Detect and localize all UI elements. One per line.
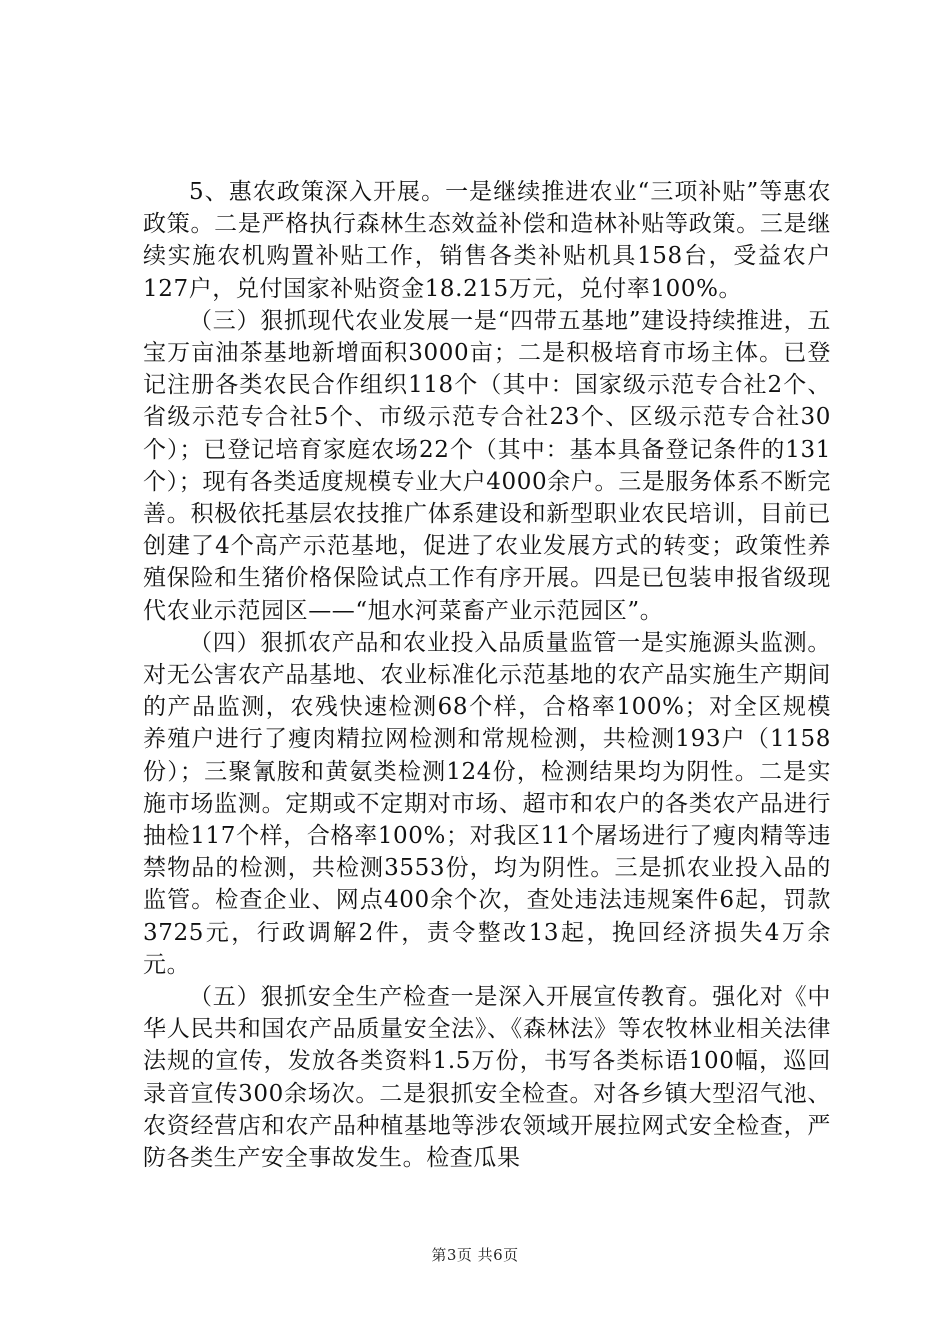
paragraph-quality-supervision: （四）狠抓农产品和农业投入品质量监管一是实施源头监测。对无公害农产品基地、农业标准化示范基地的农产品实施生产期间的产品监测，农残快速检测68个样，合格率100%；对全区规模养殖户进行了瘦肉精拉网检测和常规检测，共检测193户（1158份）；三聚氰胺和黄氨类检测124份，检测结果均为阴性。二是实施市场监测。定期或不定期对市场、超市和农户的各类农产品进行抽检117个样，合格率100%；对我区11个屠场进行了瘦肉精等违禁物品的检测，共检测3553份，均为阴性。三是抓农业投入品的监管。检查企业、网点400余个次，查处违法违规案件6起，罚款3725元，行政调解2件，责令整改13起，挽回经济损失4万余元。 (143, 629, 831, 978)
document-body (143, 176, 831, 1174)
paragraph-safety-inspection: （五）狠抓安全生产检查一是深入开展宣传教育。强化对《中华人民共和国农产品质量安全法》、《森林法》等农牧林业相关法律法规的宣传，发放各类资料1.5万份，书写各类标语100幅，巡回录音宣传300余场次。二是狠抓安全检查。对各乡镇大型沼气池、农资经营店和农产品种植基地等涉农领域开展拉网式安全检查，严防各类生产安全事故发生。检查瓜果 (143, 984, 831, 1172)
page-footer: 第3页 共6页 (431, 1246, 519, 1264)
paragraph-modern-agriculture: （三）狠抓现代农业发展一是“四带五基地”建设持续推进，五宝万亩油茶基地新增面积3000亩；二是积极培育市场主体。已登记注册各类农民合作组织118个（其中：国家级示范专合社2个、省级示范专合社5个、市级示范专合社23个、区级示范专合社30个）；已登记培育家庭农场22个（其中：基本具备登记条件的131个）；现有各类适度规模专业大户4000余户。三是服务体系不断完善。积极依托基层农技推广体系建设和新型职业农民培训，目前已创建了4个高产示范基地，促进了农业发展方式的转变；政策性养殖保险和生猪价格保险试点工作有序开展。四是已包装申报省级现代农业示范园区——“旭水河菜畜产业示范园区”。 (143, 307, 831, 624)
paragraph-policy: 5、惠农政策深入开展。一是继续推进农业“三项补贴”等惠农政策。二是严格执行森林生态效益补偿和造林补贴等政策。三是继续实施农机购置补贴工作，销售各类补贴机具158台，受益农户127户，兑付国家补贴资金18.215万元，兑付率100%。 (143, 179, 831, 302)
